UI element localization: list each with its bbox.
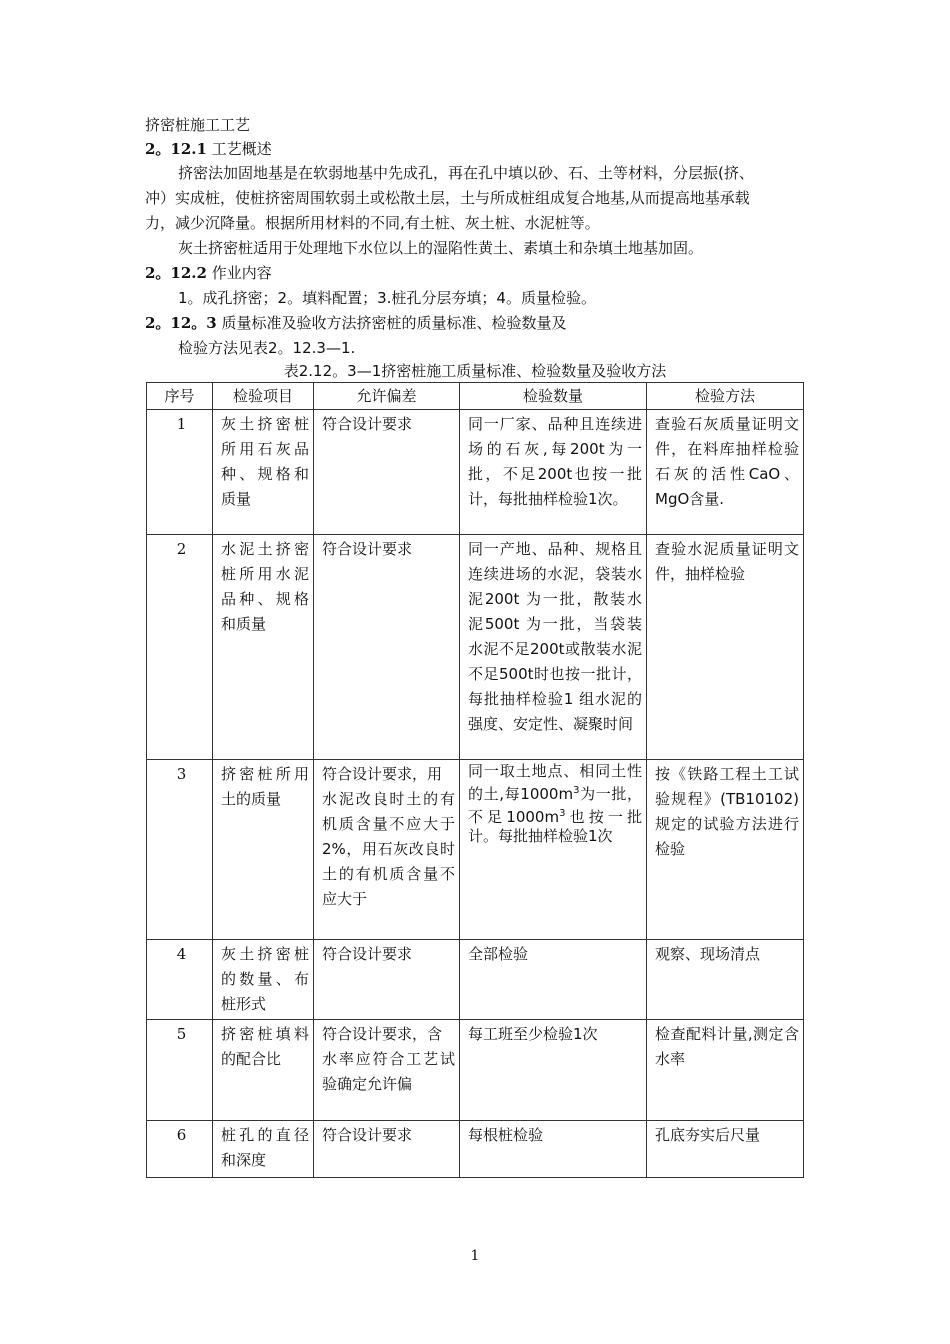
inspection-method: 孔底夯实后尺量 <box>647 1121 804 1178</box>
row-number: 1 <box>147 410 213 535</box>
tolerance: 符合设计要求 <box>314 940 460 1020</box>
superscript: 3 <box>573 785 580 796</box>
inspection-method: 查验水泥质量证明文件，抽样检验 <box>647 535 804 760</box>
table-row <box>147 940 804 1020</box>
header-cell: 检验项目 <box>213 383 314 410</box>
header-cell: 允许偏差 <box>314 383 460 410</box>
inspection-item: 挤密桩所用土的质量 <box>213 760 314 940</box>
section-number: 2。12.1 <box>145 140 207 158</box>
quantity-text: 也按一批计。每批抽样检验1次 <box>468 808 642 845</box>
inspection-item: 灰土挤密桩的数量、布桩形式 <box>213 940 314 1020</box>
document-title: 挤密桩施工工艺 <box>145 116 251 134</box>
table-row <box>147 760 804 940</box>
quantity-text: 同一取土地点、相同土性的土,每1000m <box>468 762 642 803</box>
paragraph-line: 挤密法加固地基是在软弱地基中先成孔，再在孔中填以砂、石、土等材料，分层振(挤、 <box>178 164 754 182</box>
table-header-row <box>147 383 804 410</box>
table-row <box>147 535 804 760</box>
inspection-item: 灰土挤密桩所用石灰品种、规格和质量 <box>213 410 314 535</box>
inspection-item: 桩孔的直径和深度 <box>213 1121 314 1178</box>
table-row <box>147 1121 804 1178</box>
superscript: 3 <box>559 808 566 819</box>
inspection-quantity <box>460 760 647 940</box>
inspection-quantity: 同一产地、品种、规格且连续进场的水泥，袋装水泥200t 为一批，散装水泥500t 为一批，当袋装水泥不足200t或散装水泥不足500t时也按一批计，每批抽样检验1 组水泥的强度、安定性、凝聚时间 <box>460 535 647 760</box>
quantity-text: 为一批，不足1000m <box>468 785 642 826</box>
table-caption: 表2.12。3—1挤密桩施工质量标准、检验数量及验收方法 <box>283 362 667 380</box>
paragraph-line: 冲）实成桩，使桩挤密周围软弱土或松散土层，土与所成桩组成复合地基,从而提高地基承载 <box>145 189 750 207</box>
row-number: 3 <box>147 760 213 940</box>
row-number: 4 <box>147 940 213 1020</box>
inspection-quantity: 同一厂家、品种且连续进场的石灰,每200t为一批，不足200t也按一批计，每批抽样检验1次。 <box>460 410 647 535</box>
tolerance-line: 水泥改良时土的有机质含量不应大于2%，用石灰改良时土的有机质含量不应大于 <box>322 790 455 908</box>
inspection-method: 按《铁路工程土工试验规程》(TB10102)规定的试验方法进行检验 <box>647 760 804 940</box>
inspection-quantity: 每根桩检验 <box>460 1121 647 1178</box>
tolerance <box>314 1020 460 1121</box>
section-heading-1 <box>145 137 272 161</box>
section-number: 2。12.2 <box>145 264 207 282</box>
inspection-quantity: 全部检验 <box>460 940 647 1020</box>
header-cell: 检验方法 <box>647 383 804 410</box>
page-number: 1 <box>470 1248 480 1264</box>
section-title: 作业内容 <box>211 264 272 282</box>
quality-table <box>146 382 804 1178</box>
paragraph-line: 力，减少沉降量。根据所用材料的不同,有土桩、灰土桩、水泥桩等。 <box>145 214 600 232</box>
section-heading-3 <box>145 311 567 335</box>
paragraph: 灰土挤密桩适用于处理地下水位以上的湿陷性黄土、素填土和杂填土地基加固。 <box>178 239 704 257</box>
paragraph: 1。成孔挤密；2。填料配置；3.桩孔分层夯填；4。质量检验。 <box>178 289 596 307</box>
inspection-method: 检查配料计量,测定含水率 <box>647 1020 804 1121</box>
inspection-item: 挤密桩填料的配合比 <box>213 1020 314 1121</box>
header-cell: 检验数量 <box>460 383 647 410</box>
inspection-quantity: 每工班至少检验1次 <box>460 1020 647 1121</box>
inspection-method: 查验石灰质量证明文件，在料库抽样检验石灰的活性CaO、MgO含量. <box>647 410 804 535</box>
paragraph: 检验方法见表2。12.3—1. <box>178 339 356 357</box>
tolerance: 符合设计要求 <box>314 535 460 760</box>
row-number: 2 <box>147 535 213 760</box>
row-number: 5 <box>147 1020 213 1121</box>
section-heading-2 <box>145 261 272 285</box>
table-row <box>147 1020 804 1121</box>
section-number: 2。12。3 <box>145 314 217 332</box>
tolerance: 符合设计要求 <box>314 410 460 535</box>
tolerance <box>314 760 460 940</box>
tolerance-line: 符合设计要求，含 <box>322 1025 443 1043</box>
tolerance-line: 符合设计要求，用 <box>322 765 443 783</box>
section-title: 工艺概述 <box>211 140 272 158</box>
tolerance-line: 水率应符合工艺试验确定允许偏 <box>322 1050 455 1093</box>
inspection-item: 水泥土挤密桩所用水泥品种、规格和质量 <box>213 535 314 760</box>
header-cell: 序号 <box>147 383 213 410</box>
section-title: 质量标准及验收方法挤密桩的质量标准、检验数量及 <box>221 314 567 332</box>
tolerance: 符合设计要求 <box>314 1121 460 1178</box>
row-number: 6 <box>147 1121 213 1178</box>
inspection-method: 观察、现场清点 <box>647 940 804 1020</box>
table-row <box>147 410 804 535</box>
